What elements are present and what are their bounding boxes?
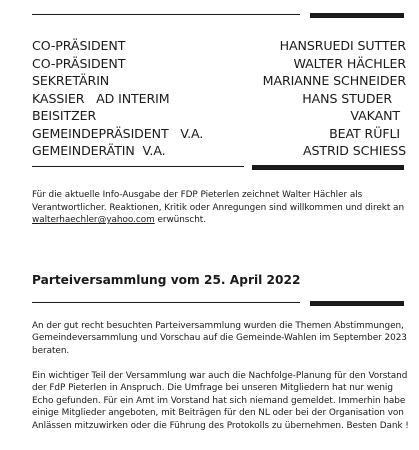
section-heading: Parteiversammlung vom 25. April 2022: [32, 273, 301, 287]
officer-row: [32, 142, 406, 160]
officer-name: HANSRUEDI SUTTER: [279, 38, 406, 53]
divider-section-thick: [310, 301, 404, 306]
officer-name: VAKANT: [350, 108, 400, 123]
officer-row: [32, 55, 406, 73]
email-link[interactable]: walterhaechler@yahoo.com: [32, 215, 155, 226]
officer-role: GEMEINDEPRÄSIDENT V.A.: [32, 125, 204, 141]
officer-name: BEAT RÜFLI: [329, 125, 400, 141]
officer-row: [32, 72, 406, 90]
officer-name: WALTER HÄCHLER: [293, 55, 406, 71]
officer-row: [32, 125, 406, 143]
officer-role: BEISITZER: [32, 108, 97, 123]
officer-name: ASTRID SCHIESS: [303, 143, 406, 158]
divider-top-thick: [310, 13, 404, 18]
officer-role: CO-PRÄSIDENT: [32, 55, 126, 71]
officer-row: [32, 90, 406, 108]
body-paragraph: An der gut recht besuchten Parteiversammlung wurden die Themen Abstimmungen, Gemeindeversammlung und Vorschau auf die Gemeinde-Wahlen im September 2023 beraten.: [32, 321, 407, 356]
officer-name: HANS STUDER: [302, 90, 392, 106]
info-text-body: Für die aktuelle Info-Ausgabe der FDP Pieterlen zeichnet Walter Hächler als Verantwortlicher. Reaktionen, Kritik oder Anregungen sind willkommen und direkt an: [32, 190, 405, 213]
officers-list: [32, 37, 406, 160]
divider-mid-thick: [252, 165, 404, 170]
officer-role: SEKRETÄRIN: [32, 73, 110, 88]
officer-role: GEMEINDERÄTIN V.A.: [32, 143, 166, 158]
officer-row: [32, 107, 406, 125]
divider-top-thin: [32, 14, 300, 15]
divider-mid-thin: [32, 166, 244, 167]
body-paragraph: Ein wichtiger Teil der Versammlung war auch die Nachfolge-Planung für den Vorstand der FdP Pieterlen in Anspruch. Die Umfrage bei unseren Mitgliedern hat nur wenig Echo gefunden. Für ein Amt im Vorstand hat sich niemand gemeldet. Immerhin habe einige Mitglieder angeboten, mit Beiträgen für den NL oder bei der Organisation von Anlässen mitzuwirken oder die Führung des Protokolls zu übernehmen. Besten Dank !: [32, 371, 409, 431]
officer-name: MARIANNE SCHNEIDER: [262, 73, 406, 88]
officer-role: KASSIER AD INTERIM: [32, 90, 170, 106]
officer-row: [32, 37, 406, 55]
officer-role: CO-PRÄSIDENT: [32, 38, 126, 53]
divider-section-thin: [32, 302, 300, 303]
info-text: [32, 189, 408, 227]
info-text-end: erwünscht.: [154, 215, 206, 226]
